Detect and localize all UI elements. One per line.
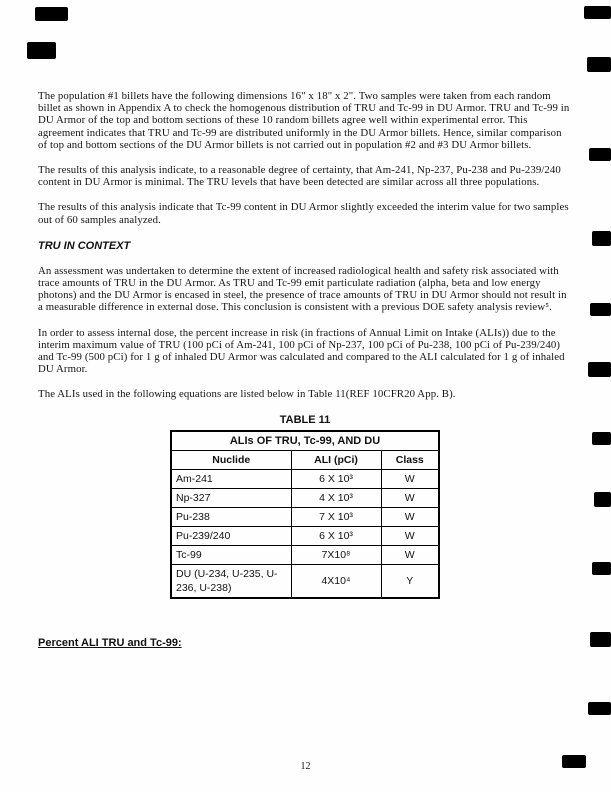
table-caption: TABLE 11 — [279, 413, 331, 426]
cell-ali: 4 X 10³ — [291, 488, 381, 507]
cell-nuclide: Pu-238 — [171, 507, 291, 526]
scan-artifact — [592, 432, 611, 445]
cell-ali: 4X10⁴ — [291, 564, 381, 598]
cell-class: W — [381, 507, 439, 526]
body-paragraph: An assessment was undertaken to determine the extent of increased radiological health and safety risk associated with trace amounts of TRU in the DU Armor. As TRU and Tc-99 emit particulate radiation (alpha, beta and low energy photons) and the DU Armor is encased in steel, the presence of trace amounts of TRU in DU Armor should not result in a measurable difference in external dose. This conclusion is consistent with a previous DOE safety analysis review⁵. — [38, 264, 567, 314]
body-paragraph: In order to assess internal dose, the percent increase in risk (in fractions of Annual Limit on Intake (ALIs)) due to the interim maximum value of TRU (100 pCi of Am-241, 100 pCi of Np-237, 100 pCi of Pu-238, 100 pCi of Pu-239/240) and Tc-99 (500 pCi) for 1 g of inhaled DU Armor was calculated and compared to the ALI calculated for 1 g of inhaled DU Armor. — [38, 326, 565, 376]
cell-nuclide: DU (U-234, U-235, U-236, U-238) — [171, 564, 291, 598]
cell-ali: 6 X 10³ — [291, 526, 381, 545]
scan-artifact — [27, 42, 56, 59]
scan-artifact — [587, 57, 611, 72]
scan-artifact — [592, 562, 611, 575]
scan-artifact — [594, 492, 611, 507]
cell-class: W — [381, 488, 439, 507]
cell-ali: 6 X 10³ — [291, 469, 381, 488]
body-paragraph: The ALIs used in the following equations are listed below in Table 11(REF 10CFR20 App. B). — [38, 388, 456, 401]
table-row — [171, 488, 439, 507]
table-row — [171, 545, 439, 564]
table-row — [171, 469, 439, 488]
body-paragraph: The results of this analysis indicate that Tc-99 content in DU Armor slightly exceeded the interim value for two samples out of 60 samples analyzed. — [38, 201, 569, 226]
scan-artifact — [589, 148, 611, 161]
cell-ali: 7 X 10³ — [291, 507, 381, 526]
page-number: 12 — [300, 761, 311, 772]
cell-class: Y — [381, 564, 439, 598]
scan-artifact — [590, 303, 611, 316]
cell-ali: 7X10⁸ — [291, 545, 381, 564]
table-11-container — [170, 414, 440, 599]
table-row — [171, 507, 439, 526]
body-paragraph: The results of this analysis indicate, to a reasonable degree of certainty, that Am-241, Np-237, Pu-238 and Pu-239/240 content in DU Armor is minimal. The TRU levels that have been detected are similar across all three populations. — [38, 164, 561, 189]
column-header-ali: ALI (pCi) — [291, 450, 381, 469]
cell-nuclide: Pu-239/240 — [171, 526, 291, 545]
section-heading-percent-ali: Percent ALI TRU and Tc-99: — [38, 636, 182, 649]
column-header-nuclide: Nuclide — [171, 450, 291, 469]
scan-artifact — [584, 6, 611, 19]
scan-artifact — [35, 7, 68, 21]
cell-class: W — [381, 469, 439, 488]
table-title-row — [171, 431, 439, 451]
scan-artifact — [590, 632, 611, 647]
scan-artifact — [592, 231, 611, 246]
table-row — [171, 526, 439, 545]
table-header-row — [171, 450, 439, 469]
table-title: ALIs OF TRU, Tc-99, AND DU — [171, 431, 439, 451]
table-row — [171, 564, 439, 598]
cell-nuclide: Np-327 — [171, 488, 291, 507]
cell-nuclide: Tc-99 — [171, 545, 291, 564]
section-heading-tru-in-context: TRU IN CONTEXT — [38, 239, 131, 252]
scan-artifact — [588, 702, 611, 715]
column-header-class: Class — [381, 450, 439, 469]
cell-nuclide: Am-241 — [171, 469, 291, 488]
ali-table — [170, 430, 440, 599]
scan-artifact — [588, 362, 611, 377]
cell-class: W — [381, 545, 439, 564]
document-body — [38, 90, 572, 649]
cell-class: W — [381, 526, 439, 545]
body-paragraph: The population #1 billets have the following dimensions 16" x 18" x 2". Two samples were taken from each random billet as shown in Appendix A to check the homogenous distribution of TRU and Tc-99 in DU Armor. TRU and Tc-99 in DU Armor of the top and bottom sections of these 10 random billets agree well within experimental error. This agreement indicates that TRU and Tc-99 are distributed uniformly in the DU Armor billets. Hence, similar comparison of top and bottom sections of the DU Armor billets is not carried out in population #2 and #3 DU Armor billets. — [38, 90, 570, 151]
